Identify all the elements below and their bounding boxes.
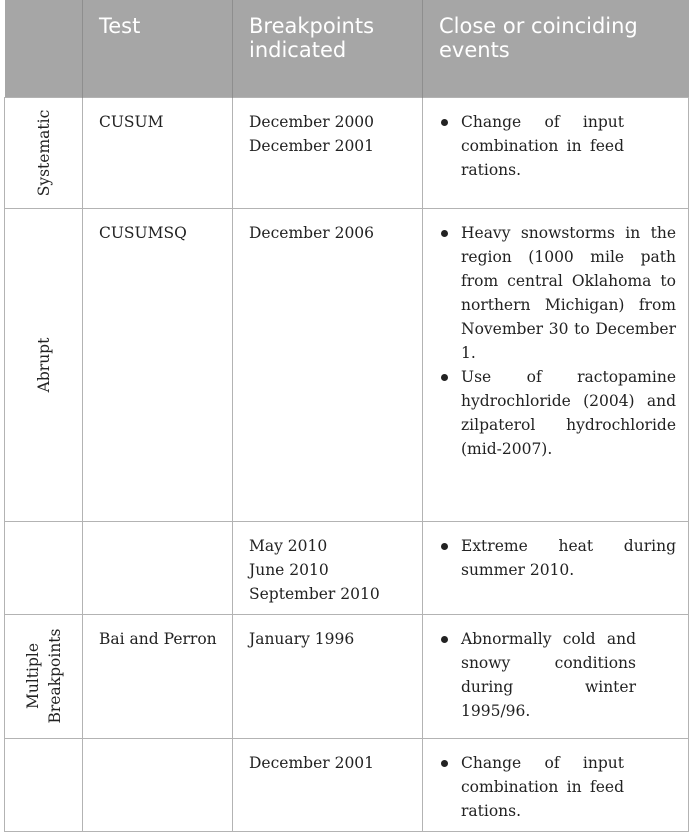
- breakpoints-cell: [233, 97, 423, 208]
- test-cell: CUSUMSQ: [83, 208, 233, 521]
- category-label: [22, 629, 66, 724]
- breakpoint: January 1996: [249, 629, 355, 648]
- events-list: [439, 221, 676, 461]
- table-row: [5, 208, 689, 521]
- events-list: [439, 751, 676, 823]
- header-events: Close or coinciding events: [423, 0, 689, 97]
- event-item: Extreme heat during summer 2010.: [439, 534, 676, 582]
- events-cell: [423, 208, 689, 521]
- category-cell: [5, 208, 83, 521]
- events-list: [439, 110, 676, 182]
- category-label: Abrupt: [34, 337, 53, 392]
- events-cell: [423, 521, 689, 614]
- breakpoint: December 2006: [249, 223, 375, 242]
- category-label-line: Breakpoints: [45, 628, 64, 724]
- test-cell: CUSUM: [83, 97, 233, 208]
- event-item: Use of ractopamine hydrochloride (2004) and zilpaterol hydrochloride (mid-2007).: [439, 365, 676, 461]
- breakpoint: September 2010: [249, 584, 380, 603]
- category-cell: [5, 97, 83, 208]
- table-row: [5, 738, 689, 831]
- test-cell: [83, 738, 233, 831]
- header-test: Test: [83, 0, 233, 97]
- events-list: [439, 627, 676, 723]
- event-item: Change of input combination in feed rations.: [439, 110, 676, 182]
- events-cell: [423, 614, 689, 738]
- header-category: [5, 0, 83, 97]
- category-label: Systematic: [34, 109, 53, 196]
- event-item: Heavy snowstorms in the region (1000 mile path from central Oklahoma to northern Michigan) from November 30 to December 1.: [439, 221, 676, 365]
- breakpoints-cell: [233, 614, 423, 738]
- test-cell: [83, 521, 233, 614]
- header-row: [5, 0, 689, 97]
- category-cell: [5, 614, 83, 738]
- breakpoint: December 2001: [249, 753, 375, 772]
- header-breakpoints: Breakpoints indicated: [233, 0, 423, 97]
- events-cell: [423, 97, 689, 208]
- category-cell: [5, 738, 83, 831]
- breakpoint: May 2010: [249, 536, 328, 555]
- table-row: [5, 614, 689, 738]
- breakpoints-table: [4, 0, 689, 832]
- breakpoint: December 2001: [249, 136, 375, 155]
- event-item: Change of input combination in feed rations.: [439, 751, 676, 823]
- table-row: [5, 521, 689, 614]
- table-row: [5, 97, 689, 208]
- breakpoints-cell: [233, 738, 423, 831]
- breakpoints-cell: [233, 521, 423, 614]
- events-cell: [423, 738, 689, 831]
- category-label-line: Multiple: [23, 642, 42, 710]
- category-cell: [5, 521, 83, 614]
- events-list: [439, 534, 676, 582]
- breakpoints-cell: [233, 208, 423, 521]
- breakpoint: June 2010: [249, 560, 329, 579]
- test-cell: Bai and Perron: [83, 614, 233, 738]
- breakpoint: December 2000: [249, 112, 375, 131]
- event-item: Abnormally cold and snowy conditions during winter 1995/96.: [439, 627, 676, 723]
